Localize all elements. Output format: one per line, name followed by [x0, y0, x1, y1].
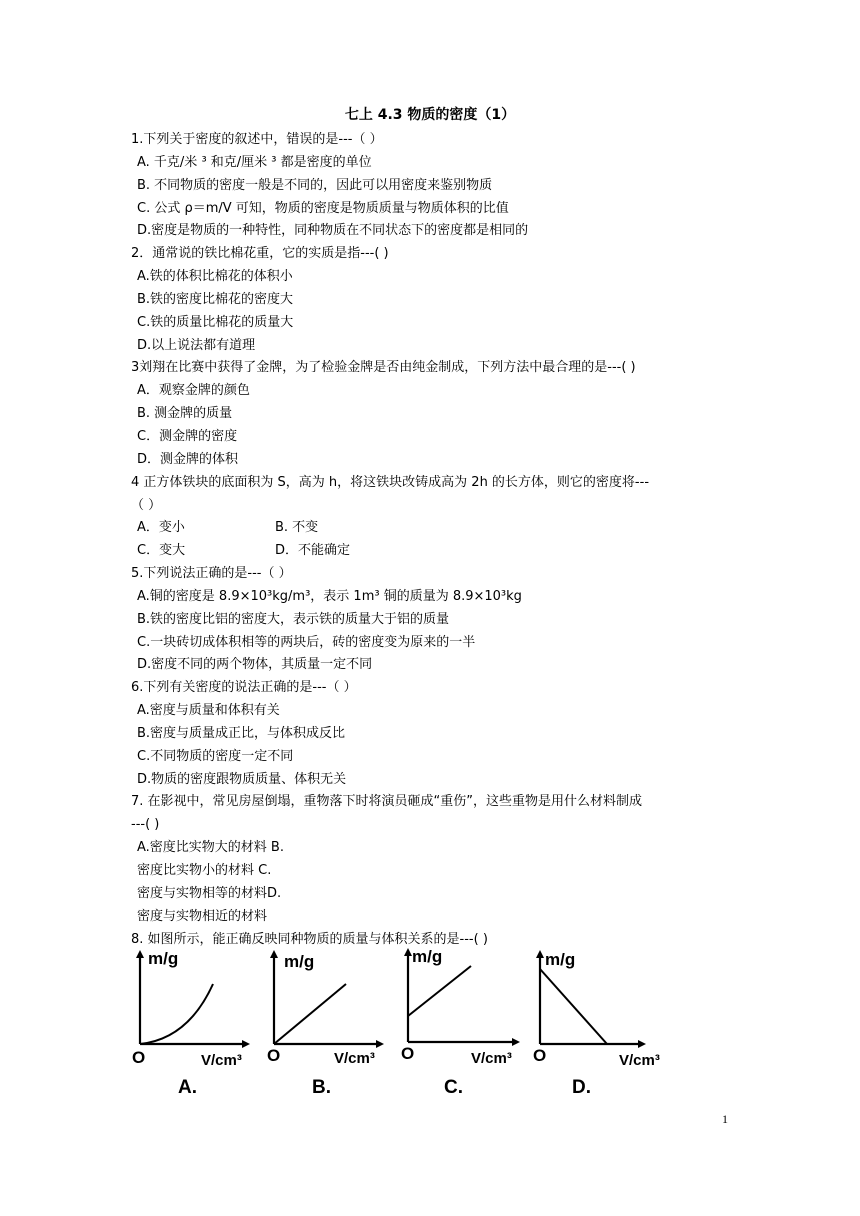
- question-5-stem: 5.下列说法正确的是---（ ）: [131, 566, 292, 582]
- question-5-option-d: D.密度不同的两个物体，其质量一定不同: [137, 657, 373, 673]
- question-4-option-d: D．不能确定: [275, 543, 351, 559]
- graph-c-plot: [398, 944, 538, 1104]
- question-1-stem: 1.下列关于密度的叙述中，错误的是---（ ）: [131, 132, 383, 147]
- question-7-option-line-2: 密度比实物小的材料 C.: [137, 863, 272, 878]
- question-6-option-a: A.密度与质量和体积有关: [137, 703, 280, 719]
- graph-b-y-label: m/g: [284, 952, 315, 971]
- graph-d-line: [540, 969, 607, 1044]
- question-4-options-row-1: [131, 517, 741, 540]
- question-1-option-a: A. 千克/米 ³ 和克/厘米 ³ 都是密度的单位: [137, 154, 372, 170]
- graph-b-origin: O: [267, 1046, 281, 1065]
- graph-c-x-label: V/cm³: [471, 1050, 512, 1067]
- question-8-graphs: [0, 944, 860, 1104]
- question-2-option-b: B.铁的密度比棉花的密度大: [137, 291, 294, 307]
- question-2-option-a: A.铁的体积比棉花的体积小: [137, 269, 293, 285]
- graph-a-curve: [140, 984, 213, 1044]
- graph-b-label: B.: [312, 1077, 331, 1098]
- question-6-option-b: B.密度与质量成正比，与体积成反比: [137, 725, 346, 741]
- question-3-option-a: A．观察金牌的颜色: [137, 383, 250, 399]
- graph-a-y-label: m/g: [148, 949, 179, 968]
- graph-d-x-label: V/cm³: [619, 1052, 660, 1069]
- question-list: [131, 129, 741, 951]
- question-3-option-c: C．测金牌的密度: [137, 428, 238, 444]
- graph-b-plot: [262, 944, 402, 1104]
- graph-a-x-label: V/cm³: [201, 1052, 242, 1069]
- question-3-option-d: D．测金牌的体积: [137, 451, 239, 467]
- question-1-option-d: D.密度是物质的一种特性，同种物质在不同状态下的密度都是相同的: [137, 223, 529, 239]
- graph-c-y-label: m/g: [412, 947, 443, 966]
- question-7-stem: 7. 在影视中，常见房屋倒塌，重物落下时将演员砸成“重伤”，这些重物是用什么材料制成: [131, 794, 643, 810]
- graph-c: [398, 944, 538, 1104]
- graph-d-y-label: m/g: [545, 950, 576, 969]
- question-8-stem: 8. 如图所示，能正确反映同种物质的质量与体积关系的是---( ): [131, 931, 488, 947]
- question-6-option-c: C.不同物质的密度一定不同: [137, 748, 294, 764]
- question-7-option-line-1: A.密度比实物大的材料 B.: [137, 840, 284, 856]
- question-4-options-row-2: [131, 540, 741, 563]
- question-3-stem: 3刘翔在比赛中获得了金牌，为了检验金牌是否由纯金制成，下列方法中最合理的是---( ): [131, 360, 636, 376]
- question-5-option-c: C.一块砖切成体积相等的两块后，砖的密度变为原来的一半: [137, 634, 476, 650]
- question-1-option-c: C. 公式 ρ＝m/V 可知，物质的密度是物质质量与物质体积的比值: [137, 200, 509, 216]
- graph-a: [128, 944, 268, 1104]
- question-5-option-a: A.铜的密度是 8.9×10³kg/m³，表示 1m³ 铜的质量为 8.9×10³kg: [137, 588, 522, 604]
- graph-c-origin: O: [401, 1044, 415, 1063]
- graph-a-origin: O: [132, 1048, 146, 1067]
- graph-c-line: [408, 966, 471, 1016]
- question-4-option-c: C．变大: [137, 543, 186, 559]
- question-6-option-d: D.物质的密度跟物质质量、体积无关: [137, 771, 347, 787]
- question-3-option-b: B. 测金牌的质量: [137, 406, 233, 422]
- question-1-option-b: B. 不同物质的密度一般是不同的，因此可以用密度来鉴别物质: [137, 177, 493, 193]
- question-4-option-b: B. 不变: [275, 520, 319, 536]
- graph-c-label: C.: [444, 1077, 463, 1098]
- question-4-option-a: A．变小: [137, 520, 185, 536]
- question-4-stem: 4 正方体铁块的底面积为 S，高为 h，将这铁块改铸成高为 2h 的长方体，则它的密度将---: [131, 474, 650, 490]
- graph-b-line: [274, 984, 346, 1044]
- question-2-option-c: C.铁的质量比棉花的质量大: [137, 314, 294, 330]
- question-6-stem: 6.下列有关密度的说法正确的是---（ ）: [131, 680, 357, 696]
- question-2-option-d: D.以上说法都有道理: [137, 337, 256, 353]
- graph-d-label: D.: [572, 1077, 591, 1098]
- question-7-option-line-4: 密度与实物相近的材料: [137, 908, 268, 924]
- question-7-stem-continued: ---( ): [131, 817, 160, 833]
- graph-d-origin: O: [533, 1046, 547, 1065]
- graph-b: [262, 944, 402, 1104]
- question-2-stem: 2．通常说的铁比棉花重，它的实质是指---( ): [131, 246, 389, 262]
- question-7-option-line-3: 密度与实物相等的材料D.: [137, 885, 282, 901]
- question-5-option-b: B.铁的密度比铝的密度大，表示铁的质量大于铝的质量: [137, 611, 450, 627]
- page-number: 1: [722, 1112, 728, 1126]
- graph-b-x-label: V/cm³: [334, 1050, 375, 1067]
- graph-a-label: A.: [178, 1077, 197, 1098]
- graph-d: [530, 944, 670, 1104]
- page-title: 七上 4.3 物质的密度（1）: [344, 107, 516, 123]
- question-4-stem-continued: （ ）: [131, 497, 162, 513]
